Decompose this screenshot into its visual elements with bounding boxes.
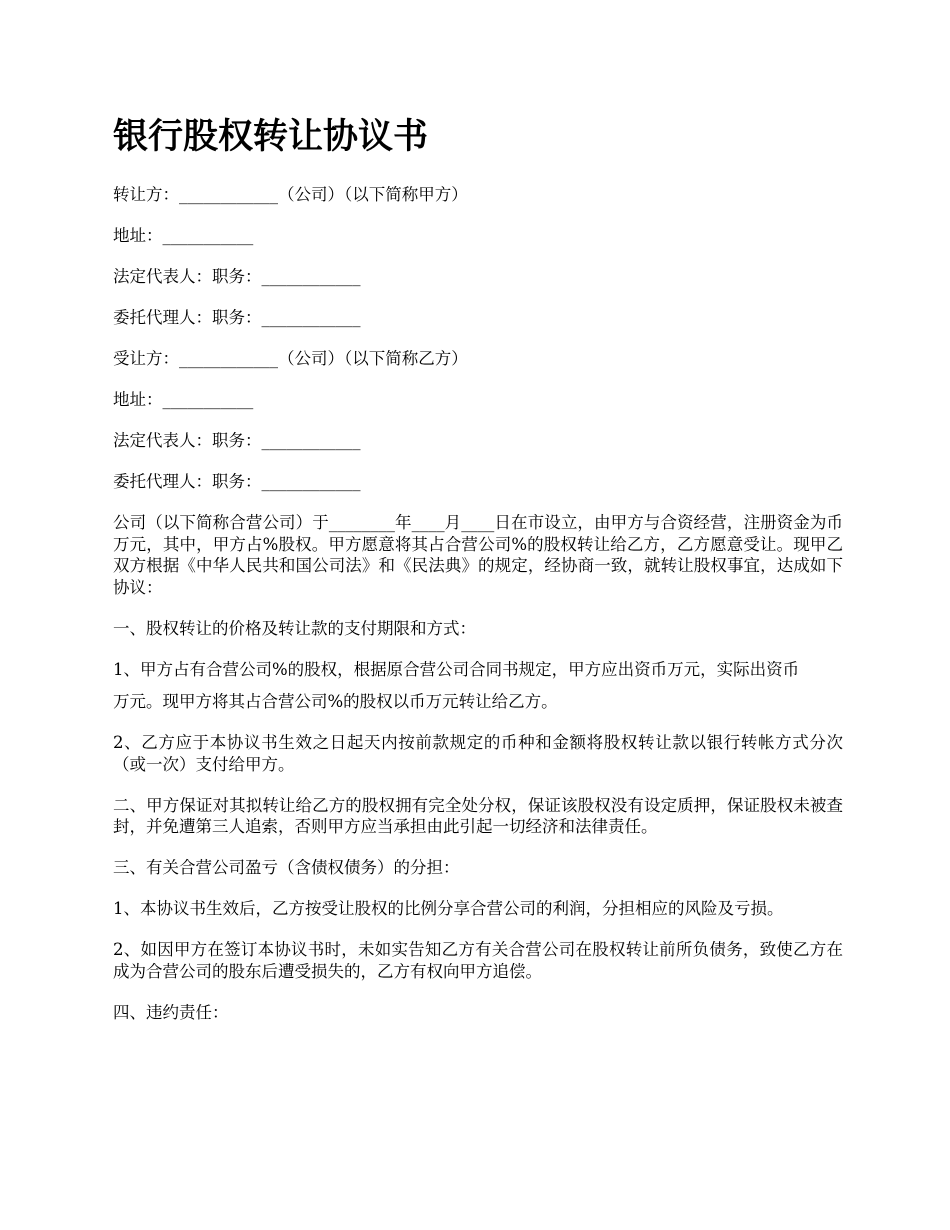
party-fields — [113, 184, 843, 493]
clause-1-1: 1、甲方占有合营公司%的股权，根据原合营公司合同书规定，甲方应出资币万元，实际出资币 — [113, 659, 800, 679]
preamble-paragraph: 公司（以下简称合营公司）于________年____月____日在市设立，由甲方与合资经营，注册资金为币万元，其中，甲方占%股权。甲方愿意将其占合营公司%的股权转让给乙方，乙方愿意受让。现甲乙双方根据《中华人民共和国公司法》和《民法典》的规定，经协商一致，就转让股权事宜，达成如下协议： — [113, 513, 843, 597]
section-heading-liability: 四、违约责任： — [113, 1002, 229, 1022]
clause-1-2: 2、乙方应于本协议书生效之日起天内按前款规定的币种和金额将股权转让款以银行转帐方式分次（或一次）支付给甲方。 — [113, 733, 843, 774]
document-title: 银行股权转让协议书 — [113, 117, 429, 157]
clause-3-1: 1、本协议书生效后，乙方按受让股权的比例分享合营公司的利润，分担相应的风险及亏损。 — [113, 899, 784, 918]
transferee-legal-rep-line: 法定代表人：职务：____________ — [113, 431, 361, 450]
transferee-address-line: 地址：___________ — [113, 390, 254, 409]
section-heading-price-payment: 一、股权转让的价格及转让款的支付期限和方式： — [113, 618, 476, 638]
agreement-body — [113, 512, 843, 1023]
clause-1-1-continued: 万元。现甲方将其占合营公司%的股权以币万元转让给乙方。 — [113, 692, 558, 711]
transferor-agent-line: 委托代理人：职务：____________ — [113, 308, 361, 327]
section-heading-profit-loss: 三、有关合营公司盈亏（含债权债务）的分担： — [113, 858, 460, 877]
section-guarantee: 二、甲方保证对其拟转让给乙方的股权拥有完全处分权，保证该股权没有设定质押，保证股权未被查封，并免遭第三人追索，否则甲方应当承担由此引起一切经济和法律责任。 — [113, 795, 843, 836]
document-page — [113, 112, 843, 1043]
transferor-legal-rep-line: 法定代表人：职务：____________ — [113, 267, 361, 286]
transferor-address-line: 地址：___________ — [113, 226, 254, 245]
transferee-line: 受让方：____________（公司）（以下简称乙方） — [113, 349, 468, 368]
transferee-agent-line: 委托代理人：职务：____________ — [113, 472, 361, 491]
transferor-line: 转让方：____________（公司）（以下简称甲方） — [113, 185, 468, 204]
clause-3-2: 2、如因甲方在签订本协议书时，未如实告知乙方有关合营公司在股权转让前所负债务，致使乙方在成为合营公司的股东后遭受损失的，乙方有权向甲方追偿。 — [113, 940, 843, 981]
